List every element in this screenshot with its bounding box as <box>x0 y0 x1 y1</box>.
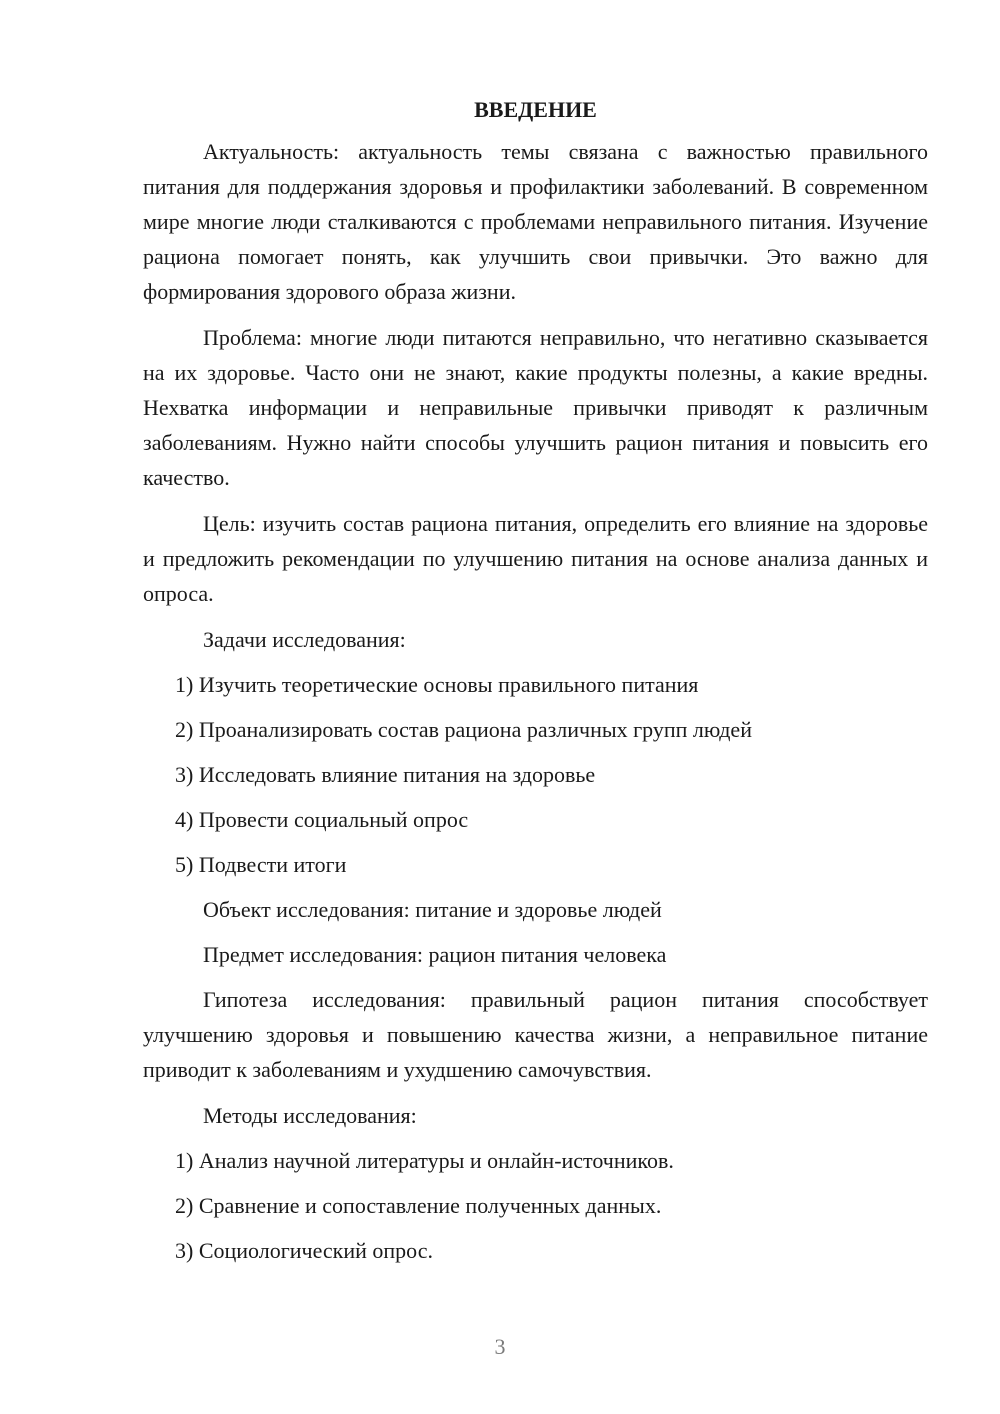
task-item: 2) Проанализировать состав рациона различных групп людей <box>175 717 752 742</box>
subject-line: Предмет исследования: рацион питания человека <box>203 942 667 967</box>
methods-label: Методы исследования: <box>203 1103 417 1128</box>
object-line: Объект исследования: питание и здоровье людей <box>203 897 662 922</box>
document-page <box>143 92 928 1278</box>
problem-paragraph: Проблема: многие люди питаются неправильно, что негативно сказывается на их здоровье. Часто они не знают, какие продукты полезны, а какие вредны. Нехватка информации и неправильные привычки приводят к различным заболеваниям. Нужно найти способы улучшить рацион питания и повысить его качество. <box>143 325 928 490</box>
method-item: 1) Анализ научной литературы и онлайн-источников. <box>175 1148 674 1173</box>
page-number: 3 <box>494 1334 506 1359</box>
tasks-label: Задачи исследования: <box>203 627 406 652</box>
task-item: 5) Подвести итоги <box>175 852 347 877</box>
task-item: 3) Исследовать влияние питания на здоровье <box>175 762 596 787</box>
method-item: 2) Сравнение и сопоставление полученных данных. <box>175 1193 662 1218</box>
task-item: 1) Изучить теоретические основы правильного питания <box>175 672 699 697</box>
task-item: 4) Провести социальный опрос <box>175 807 469 832</box>
goal-paragraph: Цель: изучить состав рациона питания, определить его влияние на здоровье и предложить рекомендации по улучшению питания на основе анализа данных и опроса. <box>143 511 928 606</box>
hypothesis-paragraph: Гипотеза исследования: правильный рацион питания способствует улучшению здоровья и повышению качества жизни, а неправильное питание приводит к заболеваниям и ухудшению самочувствия. <box>143 987 928 1082</box>
relevance-paragraph: Актуальность: актуальность темы связана с важностью правильного питания для поддержания здоровья и профилактики заболеваний. В современном мире многие люди сталкиваются с проблемами неправильного питания. Изучение рациона помогает понять, как улучшить свои привычки. Это важно для формирования здорового образа жизни. <box>143 139 928 304</box>
method-item: 3) Социологический опрос. <box>175 1238 433 1263</box>
section-heading: ВВЕДЕНИЕ <box>474 97 597 122</box>
